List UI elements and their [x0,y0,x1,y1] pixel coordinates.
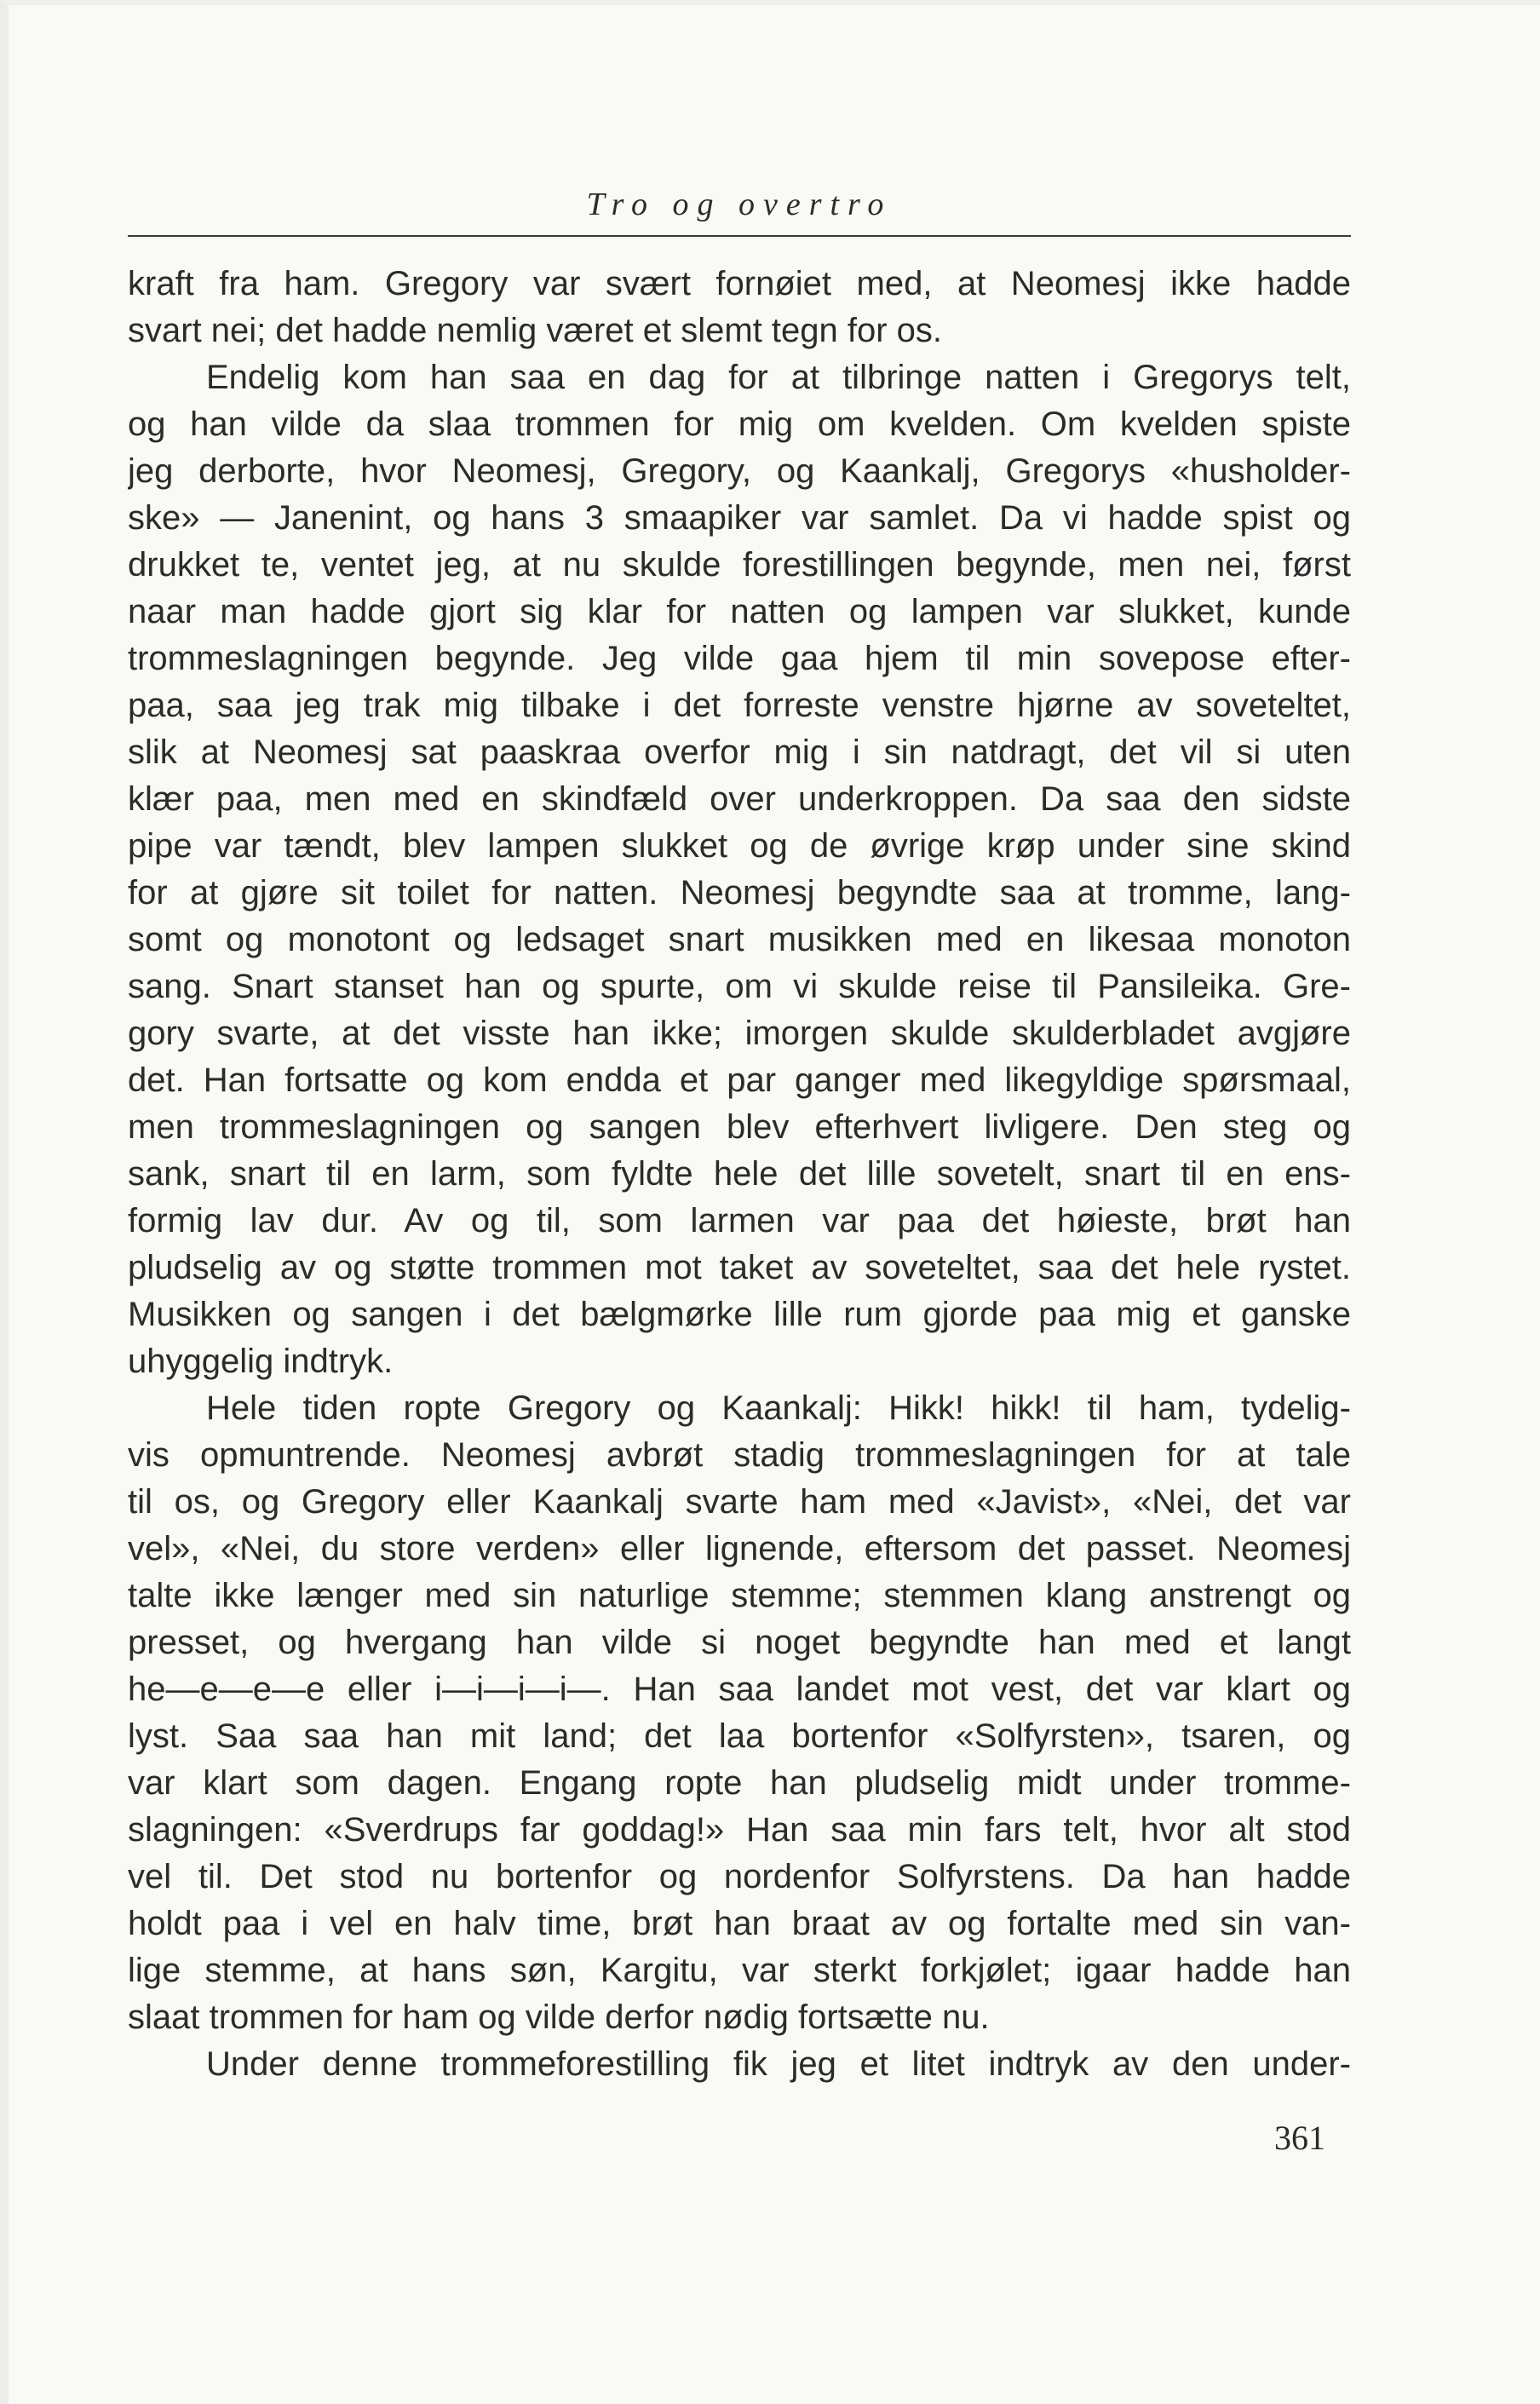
text-line: Musikken og sangen i det bælgmørke lille rum gjorde paa mig et ganske [128,1296,1351,1333]
header-rule [128,235,1351,237]
text-line: men trommeslagningen og sangen blev efterhvert livligere. Den steg og [128,1108,1351,1146]
text-line: Endelig kom han saa en dag for at tilbringe natten i Gregorys telt, [206,359,1351,396]
text-line: Under denne trommeforestilling fik jeg et litet indtryk av den under- [206,2045,1351,2083]
text-line: naar man hadde gjort sig klar for natten og lampen var slukket, kunde [128,593,1351,630]
text-line: holdt paa i vel en halv time, brøt han braat av og fortalte med sin van- [128,1905,1351,1942]
text-line: pipe var tændt, blev lampen slukket og de øvrige krøp under sine skind [128,827,1351,865]
running-head: Tro og overtro [586,187,893,222]
text-line: for at gjøre sit toilet for natten. Neomesj begyndte saa at tromme, lang- [128,874,1351,912]
text-line: jeg derborte, hvor Neomesj, Gregory, og Kaankalj, Gregorys «husholder- [128,452,1351,490]
text-line: gory svarte, at det visste han ikke; imorgen skulde skulderbladet avgjøre [128,1015,1351,1052]
text-line: talte ikke længer med sin naturlige stemme; stemmen klang anstrengt og [128,1577,1351,1614]
text-line: til os, og Gregory eller Kaankalj svarte ham med «Javist», «Nei, det var [128,1483,1351,1521]
page-number: 361 [1274,2119,1325,2157]
text-line: trommeslagningen begynde. Jeg vilde gaa hjem til min sovepose efter- [128,640,1351,677]
text-line: vel», «Nei, du store verden» eller lignende, eftersom det passet. Neomesj [128,1530,1351,1567]
text-line: he—e—e—e eller i—i—i—i—. Han saa landet mot vest, det var klart og [128,1671,1351,1708]
text-line: uhyggelig indtryk. [128,1343,394,1380]
text-line: lige stemme, at hans søn, Kargitu, var sterkt forkjølet; igaar hadde han [128,1952,1351,1989]
text-line: vis opmuntrende. Neomesj avbrøt stadig trommeslagningen for at tale [128,1436,1351,1474]
text-line: slik at Neomesj sat paaskraa overfor mig i sin natdragt, det vil si uten [128,733,1351,771]
text-line: var klart som dagen. Engang ropte han pludselig midt under tromme- [128,1764,1351,1802]
text-line: vel til. Det stod nu bortenfor og nordenfor Solfyrstens. Da han hadde [128,1858,1351,1895]
text-line: formig lav dur. Av og til, som larmen var paa det høieste, brøt han [128,1202,1351,1239]
text-line: kraft fra ham. Gregory var svært fornøiet med, at Neomesj ikke hadde [128,265,1351,302]
text-line: og han vilde da slaa trommen for mig om kvelden. Om kvelden spiste [128,405,1351,443]
text-line: svart nei; det hadde nemlig været et slemt tegn for os. [128,312,943,349]
text-line: lyst. Saa saa han mit land; det laa bortenfor «Solfyrsten», tsaren, og [128,1717,1351,1755]
text-line: slagningen: «Sverdrups far goddag!» Han saa min fars telt, hvor alt stod [128,1811,1351,1849]
text-line: ske» — Janenint, og hans 3 smaapiker var samlet. Da vi hadde spist og [128,499,1351,537]
text-line: slaat trommen for ham og vilde derfor nødig fortsætte nu. [128,1999,990,2036]
text-line: Hele tiden ropte Gregory og Kaankalj: Hikk! hikk! til ham, tydelig- [206,1389,1351,1427]
text-line: sank, snart til en larm, som fyldte hele det lille sovetelt, snart til en ens- [128,1155,1351,1193]
text-line: pludselig av og støtte trommen mot taket av soveteltet, saa det hele rystet. [128,1249,1351,1286]
text-line: paa, saa jeg trak mig tilbake i det forreste venstre hjørne av soveteltet, [128,687,1351,724]
body-text [128,261,1351,2088]
text-line: drukket te, ventet jeg, at nu skulde forestillingen begynde, men nei, først [128,546,1351,584]
text-line: somt og monotont og ledsaget snart musikken med en likesaa monoton [128,921,1351,958]
text-line: presset, og hvergang han vilde si noget begyndte han med et langt [128,1624,1351,1661]
text-line: det. Han fortsatte og kom endda et par ganger med likegyldige spørsmaal, [128,1061,1351,1099]
text-line: sang. Snart stanset han og spurte, om vi skulde reise til Pansileika. Gre- [128,968,1351,1005]
text-line: klær paa, men med en skindfæld over underkroppen. Da saa den sidste [128,780,1351,818]
